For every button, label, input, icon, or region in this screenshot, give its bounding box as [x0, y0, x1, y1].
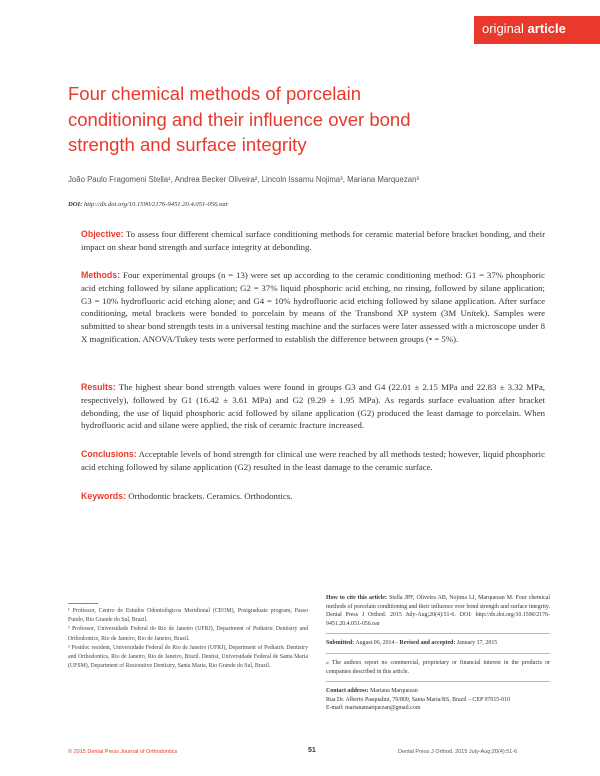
- affiliation-item: ³ Postdoc resident, Universidade Federal do Rio de Janeiro (UFRJ), Department of Pediatric Dentistry and Orthodontics, Rio de Janeiro, Rio de Janeiro, Brazil. Dentist, Universidade Federal de Santa Maria (UFSM), Department of Restorative Dentistry, Santa Maria, Rio Grande do Sul, Brazil.: [68, 644, 308, 670]
- contact-email[interactable]: E-mail: marianamarquezan@gmail.com: [326, 705, 421, 712]
- affiliation-rule: [68, 603, 98, 604]
- methods-text: Four experimental groups (n = 13) were set up according to the ceramic conditioning method: G1 = 37% phosphoric acid etching followed by silane application; G2 = 37% liquid phosphoric acid etching, no rinsing, followed by silane application; G3 = 10% hydrofluoric acid etching alone; and G4 = 10% hydrofluoric acid etching followed by silane application. After surface conditioning, metal brackets were bonded to porcelain by means of the Transbond XP system (3M Unitek). Samples were submitted to shear bond strength tests in a universal testing machine and the surfaces were later assessed with a microscope under 8 X magnification. ANOVA/Tukey tests were performed to establish the difference between groups (• = 5%).: [81, 270, 546, 344]
- results-text: The highest shear bond strength values were found in groups G3 and G4 (22.01 ± 2.15 MPa and 22.83 ± 3.32 MPa, respectively), followed by G1 (16.42 ± 3.61 MPa) and G2 (9.29 ± 1.95 MPa). As regards surface evaluation after bracket debonding, the use of liquid phosphoric acid followed by silane application (G2) produced the least damage to porcelain. When hydrofluoric acid and silane were applied, the risk of ceramic fracture increased.: [81, 382, 545, 431]
- info-divider: [326, 633, 550, 634]
- conclusions-label: Conclusions:: [81, 449, 137, 459]
- submitted-label: Submitted:: [326, 640, 355, 647]
- accepted-label: Revised and accepted:: [399, 640, 456, 647]
- objective-label: Objective:: [81, 229, 124, 239]
- submission-dates: Submitted: August 06, 2014 - Revised and accepted: January 17, 2015: [326, 640, 498, 647]
- article-type-label: [482, 21, 566, 36]
- title-line: strength and surface integrity: [68, 134, 307, 155]
- info-divider: [326, 653, 550, 654]
- abstract-objective: [81, 228, 545, 254]
- conclusions-text: Acceptable levels of bond strength for clinical use were reached by all methods tested; however, liquid phosphoric acid etching followed by silane application (G2) resulted in the least damage to the ceramic surface.: [81, 449, 546, 472]
- footer-copyright: © 2015 Dental Press Journal of Orthodontics: [68, 749, 178, 755]
- affiliations: [68, 603, 308, 671]
- citation-text: Stella JPF, Oliveira AB, Nojima LI, Marquezan M. Four chemical methods of porcelain conditioning and their influence over bond strength and surface integrity. Dental Press J Orthod. 2015 July-Aug;20(4):51-6. DOI: http://dx.doi.org/10.1590/2176-9451.20.4.051-056.oar: [326, 595, 551, 627]
- citation: [326, 594, 550, 628]
- info-divider: [326, 681, 550, 682]
- results-label: Results:: [81, 382, 116, 392]
- citation-label: How to cite this article:: [326, 595, 387, 601]
- contact-address: [326, 687, 550, 713]
- title-line: Four chemical methods of porcelain: [68, 83, 362, 104]
- affiliation-item: ² Professor, Universidade Federal do Rio de Janeiro (UFRJ), Department of Pediatric Dentistry and Orthodontics, Rio de Janeiro, Rio de Janeiro, Brazil.: [68, 626, 308, 642]
- author-list: João Paulo Fragomeni Stella¹, Andrea Becker Oliveira², Lincoln Issamu Nojima³, Mariana Marquezan³: [68, 175, 420, 184]
- disclosure: » The authors report no commercial, proprietary or financial interest in the products or companies described in this article.: [326, 659, 550, 675]
- accepted-date: January 17, 2015: [456, 640, 498, 647]
- article-type-bold: article: [527, 21, 566, 36]
- keywords-label: Keywords:: [81, 491, 126, 501]
- affiliation-item: ¹ Professor, Centro de Estudos Odontológicos Meridional (CEOM), Postgraduate program, Passo Fundo, Rio Grande do Sul, Brazil.: [68, 608, 308, 624]
- keywords-text: Orthodontic brackets. Ceramics. Orthodontics.: [128, 491, 293, 501]
- page-number: 51: [308, 747, 316, 754]
- abstract-results: [81, 381, 545, 432]
- contact-label: Contact address:: [326, 688, 369, 695]
- doi-line: [68, 201, 228, 208]
- footer-journal-ref: Dental Press J Orthod. 2015 July-Aug;20(4):51-6: [398, 749, 518, 755]
- objective-text: To assess four different chemical surface conditioning methods for ceramic material before bracket bonding, and their impact on shear bond strength and surface integrity at debonding.: [81, 229, 545, 252]
- title-line: conditioning and their influence over bond: [68, 108, 411, 130]
- article-type-light: original: [482, 21, 528, 36]
- methods-label: Methods:: [81, 270, 121, 280]
- submitted-date: August 06, 2014: [355, 640, 395, 647]
- contact-name: Mariana Marquezan: [370, 688, 418, 695]
- article-info-box: [326, 594, 550, 718]
- contact-street: Rua Dr. Alberto Pasqualini, 70/809, Santa Maria/RS, Brazil – CEP 97015-010: [326, 696, 511, 703]
- doi-link[interactable]: http://dx.doi.org/10.1590/2176-9451.20.4.051-056.oar: [83, 201, 229, 208]
- abstract-keywords: [81, 490, 545, 503]
- abstract-conclusions: [81, 448, 545, 474]
- abstract-methods: [81, 269, 545, 346]
- doi-label: DOI:: [68, 201, 83, 208]
- article-title: [68, 81, 488, 158]
